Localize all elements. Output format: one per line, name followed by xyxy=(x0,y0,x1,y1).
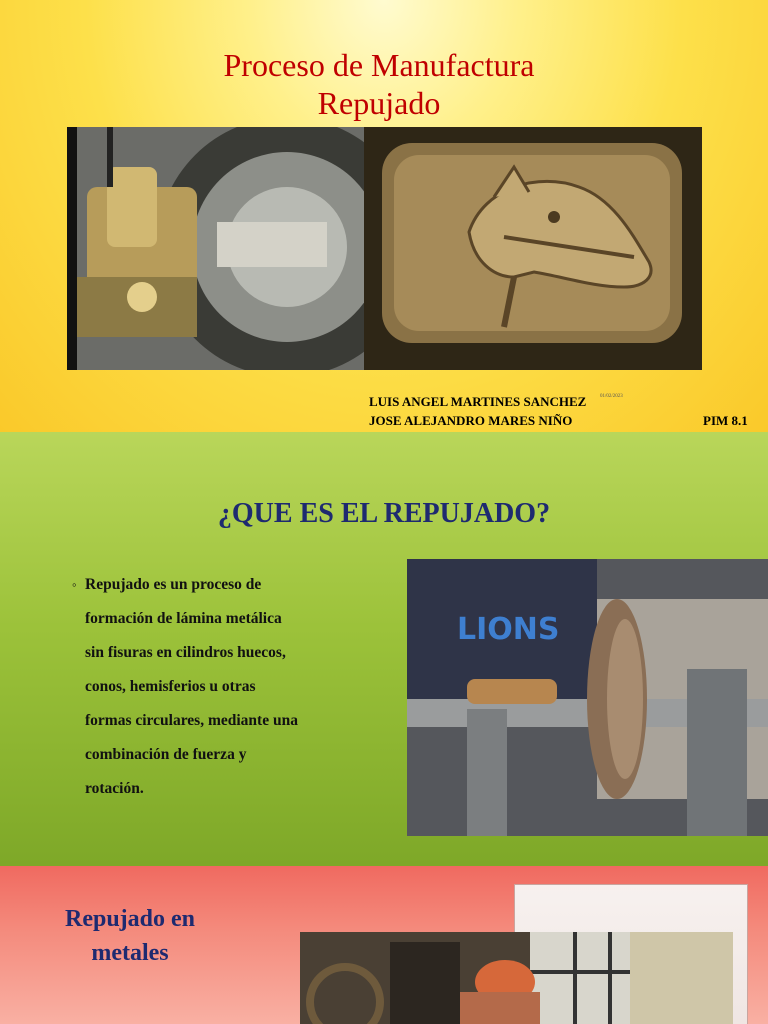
bullet-line: rotación. xyxy=(85,780,144,797)
heading-line-2: metales xyxy=(91,940,169,966)
slide-heading: ¿QUE ES EL REPUJADO? xyxy=(217,498,551,529)
bullet-line: Repujado es un proceso de xyxy=(85,576,262,593)
title-line-2: Repujado xyxy=(317,85,441,121)
slide-definition xyxy=(0,432,768,866)
slide-metals xyxy=(0,866,768,1024)
bullet-line: formación de lámina metálica xyxy=(85,610,282,627)
heading-line-1: Repujado en xyxy=(64,906,196,932)
horse-relief-photo xyxy=(364,127,702,370)
date-label: 01/02/2023 xyxy=(600,394,623,399)
course-code: PIM 8.1 xyxy=(703,413,748,428)
bullet-marker: ◦ xyxy=(72,577,77,592)
bullet-line: sin fisuras en cilindros huecos, xyxy=(85,644,286,661)
lathe-photo xyxy=(67,127,364,370)
slide-title xyxy=(0,0,768,432)
metal-spinning-photo xyxy=(407,559,768,836)
slide-heading-metals xyxy=(40,902,220,970)
bullet-line: combinación de fuerza y xyxy=(85,746,247,763)
workshop-photo xyxy=(300,932,733,1024)
bullet-line: formas circulares, mediante una xyxy=(85,712,298,729)
author-1: LUIS ANGEL MARTINES SANCHEZ xyxy=(369,394,587,409)
shirt-text: LIONS xyxy=(457,612,560,647)
bullet-definition xyxy=(72,568,362,806)
title-line-1: Proceso de Manufactura xyxy=(223,47,535,83)
author-2: JOSE ALEJANDRO MARES NIÑO xyxy=(369,413,573,428)
bullet-line: conos, hemisferios u otras xyxy=(85,678,256,695)
